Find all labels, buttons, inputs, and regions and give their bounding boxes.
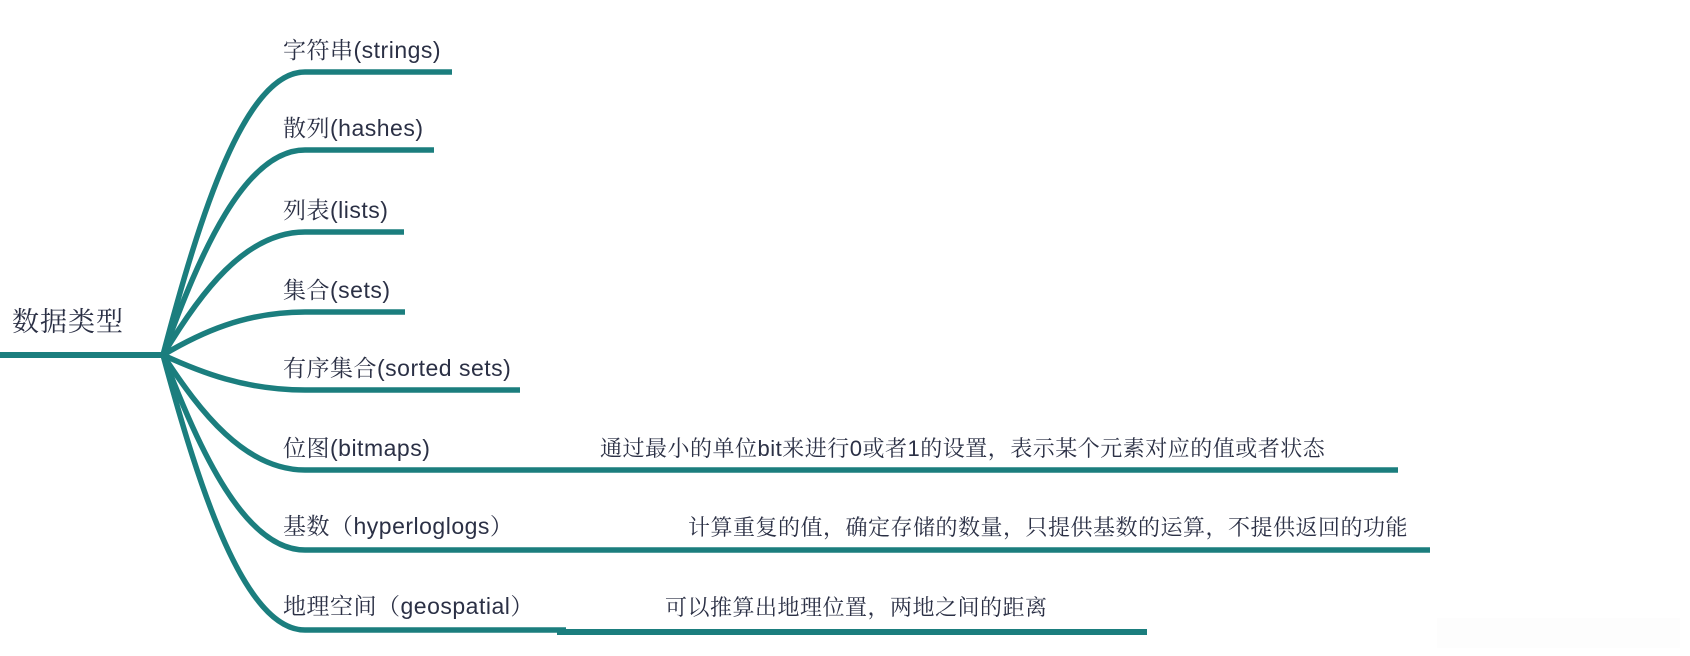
branch-node-hashes[interactable]: 散列(hashes): [283, 115, 424, 141]
branch-node-lists[interactable]: 列表(lists): [283, 197, 389, 223]
branch-line-geospatial: [163, 355, 566, 630]
branch-note-geospatial[interactable]: 可以推算出地理位置，两地之间的距离: [665, 595, 1048, 620]
branch-node-hyperloglogs[interactable]: 基数（hyperloglogs）: [283, 513, 514, 539]
branch-node-geospatial[interactable]: 地理空间（geospatial）: [283, 593, 534, 619]
branch-node-bitmaps[interactable]: 位图(bitmaps): [283, 435, 431, 461]
branch-note-bitmaps[interactable]: 通过最小的单位bit来进行0或者1的设置，表示某个元素对应的值或者状态: [600, 436, 1326, 461]
branch-node-strings[interactable]: 字符串(strings): [283, 37, 442, 63]
branch-node-sorted-sets[interactable]: 有序集合(sorted sets): [283, 355, 512, 381]
branch-node-sets[interactable]: 集合(sets): [283, 277, 391, 303]
branch-line-sets: [163, 312, 405, 355]
branch-line-hashes: [163, 150, 434, 355]
watermark-area: [1437, 618, 1680, 648]
branch-note-hyperloglogs[interactable]: 计算重复的值，确定存储的数量，只提供基数的运算，不提供返回的功能: [688, 515, 1409, 540]
root-node[interactable]: 数据类型: [12, 307, 124, 337]
